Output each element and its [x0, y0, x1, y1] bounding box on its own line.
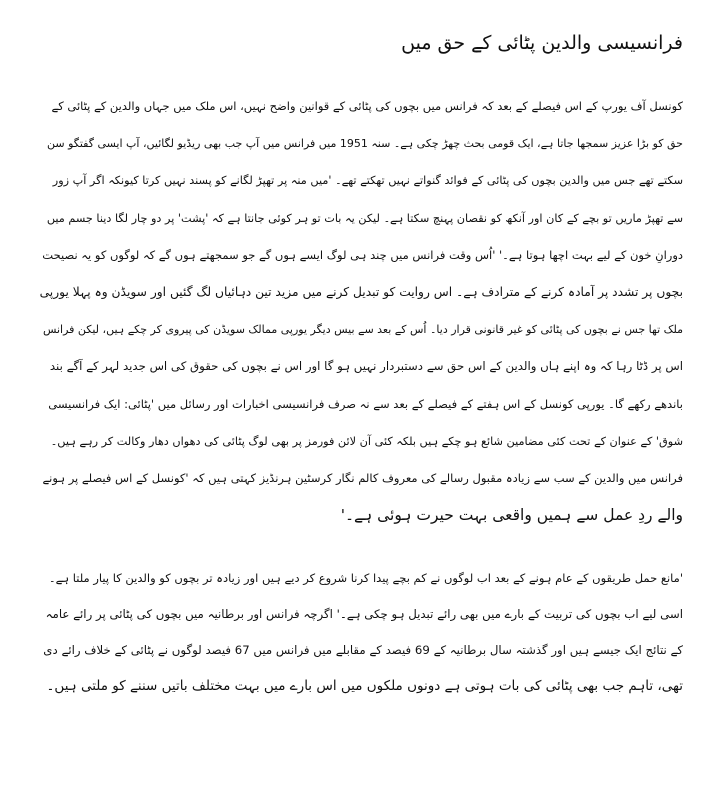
- paragraph-line: کے نتائج ایک جیسے ہیں اور گذشتہ سال برطانیہ کے 69 فیصد کے مقابلے میں فرانس میں 67 فیصد لوگوں نے پٹائی کے خلاف رائے دی: [43, 643, 683, 658]
- paragraph-line: فرانس میں والدین کے سب سے زیادہ مقبول رسالے کی معروف کالم نگار کرسٹین ہرنڈیز کہتی ہیں کہ 'کونسل کے اس فیصلے پر ہونے: [42, 470, 683, 485]
- paragraph-line: والے ردِ عمل سے ہمیں واقعی بہت حیرت ہوئی ہے۔': [340, 506, 683, 525]
- paragraph-line: باندھے رکھے گا۔ یورپی کونسل کے اس ہفتے کے فیصلے کے بعد سے نہ صرف فرانسیسی اخبارات اور رسائل میں 'پٹائی: ایک فرانسیسی: [48, 396, 683, 411]
- paragraph-line: اسی لیے اب بچوں کی تربیت کے بارے میں بھی رائے تبدیل ہو چکی ہے۔' اگرچہ فرانس اور برطانیہ میں بچوں کی پٹائی پر رائے عامہ: [45, 607, 683, 622]
- paragraph-line: دورانِ خون کے لیے بہت اچھا ہوتا ہے۔' 'اُس وقت فرانس میں چند ہی لوگ ایسے ہوں گے جو سمجھتے ہوں گے کہ لوگوں کو یہ نصیحت: [42, 247, 683, 262]
- article-title: فرانسیسی والدین پٹائی کے حق میں: [401, 32, 683, 54]
- paragraph-line: کونسل آف یورپ کے اس فیصلے کے بعد کہ فرانس میں بچوں کی پٹائی کے قوانین واضح نہیں، اس ملک میں جہاں والدین کے پٹائی کے: [51, 99, 683, 113]
- paragraph-line: ملک تھا جس نے بچوں کی پٹائی کو غیر قانونی قرار دیا۔ اُس کے بعد سے بیس دیگر یورپی ممالک سویڈن کی پیروی کر چکے ہیں، لیکن فرانس: [42, 323, 683, 337]
- paragraph-line: شوق' کے عنوان کے تحت کئی مضامین شائع ہو چکے ہیں بلکہ کئی آن لائن فورمز پر بھی لوگ پٹائی کی دھواں دھار وکالت کر رہے ہیں۔: [50, 434, 683, 448]
- paragraph-line: سے تھپڑ ماریں تو بچے کے کان اور آنکھ کو نقصان پہنچ سکتا ہے۔ لیکن یہ بات تو ہر کوئی جانتا ہے کہ 'پشت' پر دو چار لگا دینا جسم میں: [46, 211, 683, 225]
- paragraph-line: 'مانع حمل طریقوں کے عام ہونے کے بعد اب لوگوں نے کم بچے پیدا کرنا شروع کر دیے ہیں اور زیادہ تر بچوں کو والدین کا پیار ملتا ہے۔: [48, 571, 683, 586]
- paragraph-line: اس پر ڈٹا رہا کہ وہ اپنے ہاں والدین کے اس حق سے دستبردار نہیں ہو گا اور اس نے بچوں کی حقوق کی اس جدید لہر کے آگے بند: [49, 359, 683, 374]
- paragraph-line: سکتے تھے جس میں والدین بچوں کی پٹائی کے فوائد گنواتے نہیں تھکتے تھے۔ 'میں منہ پر تھپڑ لگانے کو پسند نہیں کرتا کیونکہ اگر آپ زور: [52, 174, 683, 188]
- article-paragraph-1: [40, 88, 683, 534]
- paragraph-line: بچوں پر تشدد پر آمادہ کرنے کے مترادف ہے۔ اس روایت کو تبدیل کرنے میں مزید تین دہائیاں لگ گئیں اور سویڈن وہ پہلا یورپی: [40, 284, 683, 299]
- paragraph-line: حق کو بڑا عزیز سمجھا جاتا ہے، ایک قومی بحث چھڑ چکی ہے۔ سنہ 1951 میں فرانس میں آپ جب بھی ریڈیو لگائیں، آپ ایسی گفتگو سن: [46, 137, 683, 151]
- article-paragraph-2: [40, 560, 683, 704]
- paragraph-line: تھی، تاہم جب بھی پٹائی کی بات ہوتی ہے دونوں ملکوں میں اس بارے میں بہت مختلف باتیں سننے کو ملتی ہیں۔: [46, 678, 683, 695]
